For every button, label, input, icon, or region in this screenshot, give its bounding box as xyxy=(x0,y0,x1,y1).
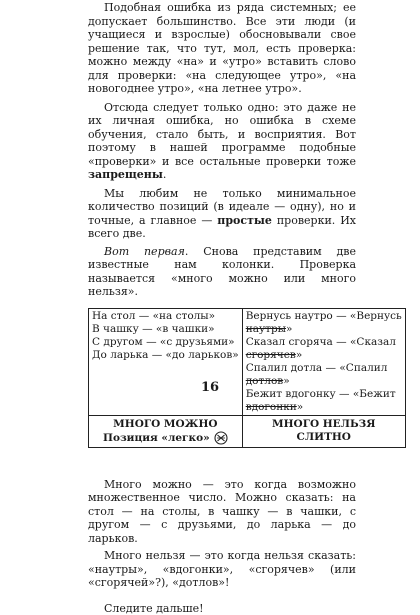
example-right-1-text: Вернусь наутро — «Вернусь xyxy=(246,310,402,322)
position-easy-label: Позиция «легко» xyxy=(103,432,210,444)
quote-close: » xyxy=(296,349,302,361)
paragraph-7: Следите дальше! xyxy=(88,602,356,615)
struck-word: наутры xyxy=(246,323,286,335)
quote-close: » xyxy=(283,375,289,387)
example-right-4-cont xyxy=(246,401,402,414)
example-right-2 xyxy=(246,336,402,349)
header-many-forbidden: МНОГО НЕЛЬЗЯ xyxy=(246,418,402,431)
example-right-2-cont xyxy=(246,349,402,362)
struck-word: вдогонки xyxy=(246,401,297,413)
struck-word: сгорячев xyxy=(246,349,296,361)
example-right-2-text: Сказал сгоряча — «Сказал xyxy=(246,336,396,348)
paragraph-3 xyxy=(88,187,356,241)
paragraph-2-text: Отсюда следует только одно: это даже не их личная ошибка, но ошибка в схеме обучения, стало быть, и восприятия. Вот поэтому в нашей программе подобные «проверки» и все остальные проверки тоже xyxy=(88,101,356,168)
paragraph-5: Много можно — это когда возможно множественное число. Можно сказать: на стол — на столы, в чашку — в чашки, с другом — с друзьями, до ларька — до ларьков. xyxy=(88,478,356,546)
header-many-allowed: МНОГО МОЖНО xyxy=(92,418,239,431)
example-right-1 xyxy=(246,310,402,323)
page-number: 16 xyxy=(0,380,420,395)
paragraph-2-end: . xyxy=(163,168,167,181)
table-row-examples xyxy=(89,308,406,415)
bold-forbidden: запрещены xyxy=(88,168,163,181)
example-right-3 xyxy=(246,362,402,375)
example-left-1: На стол — «на столы» xyxy=(92,310,239,323)
bold-simple: простые xyxy=(217,214,272,227)
example-left-4: До ларька — «до ларьков» xyxy=(92,349,239,362)
italic-first: Вот первая xyxy=(104,245,185,258)
paragraph-1: Подобная ошибка из ряда системных; ее допускает большинство. Все эти люди (и учащиеся и взрослые) обосновывали свое решение так, что тут, мол, есть проверка: можно между «на» и «утро» вставить слово для проверки: «на следующее утро», «на новогоднее утро», «на летнее утро». xyxy=(88,0,356,96)
example-left-3: С другом — «с друзьями» xyxy=(92,336,239,349)
paragraph-2 xyxy=(88,101,356,182)
comparison-table xyxy=(88,308,406,448)
struck-word: дотлов xyxy=(246,375,284,387)
quote-close: » xyxy=(286,323,292,335)
example-left-2: В чашку — «в чашки» xyxy=(92,323,239,336)
header-many-allowed-sub xyxy=(92,431,239,445)
example-right-3-text: Спалил дотла — «Спалил xyxy=(246,362,388,374)
paragraph-3-text: Мы любим не только минимальное количество позиций (в идеале — одну), но и точные, а главное — xyxy=(88,187,356,227)
paragraph-6: Много нельзя — это когда нельзя сказать: «наутры», «вдогонки», «сгорячев» (или «сгорячей»?), «дотлов»! xyxy=(88,549,356,590)
paragraph-3-end: проверки. Их всего две. xyxy=(88,214,356,241)
paragraph-4 xyxy=(88,245,356,299)
header-many-forbidden-sub: СЛИТНО xyxy=(246,431,402,444)
quote-close: » xyxy=(297,401,303,413)
example-right-4-text: Бежит вдогонку — «Бежит xyxy=(246,388,396,400)
left-column-examples xyxy=(89,308,243,415)
paragraph-4-text: . Снова представим две известные нам колонки. Проверка называется «много можно или много нельзя». xyxy=(88,245,356,299)
stamp-icon xyxy=(214,431,228,445)
example-right-1-cont xyxy=(246,323,402,336)
right-column-examples xyxy=(242,308,405,415)
